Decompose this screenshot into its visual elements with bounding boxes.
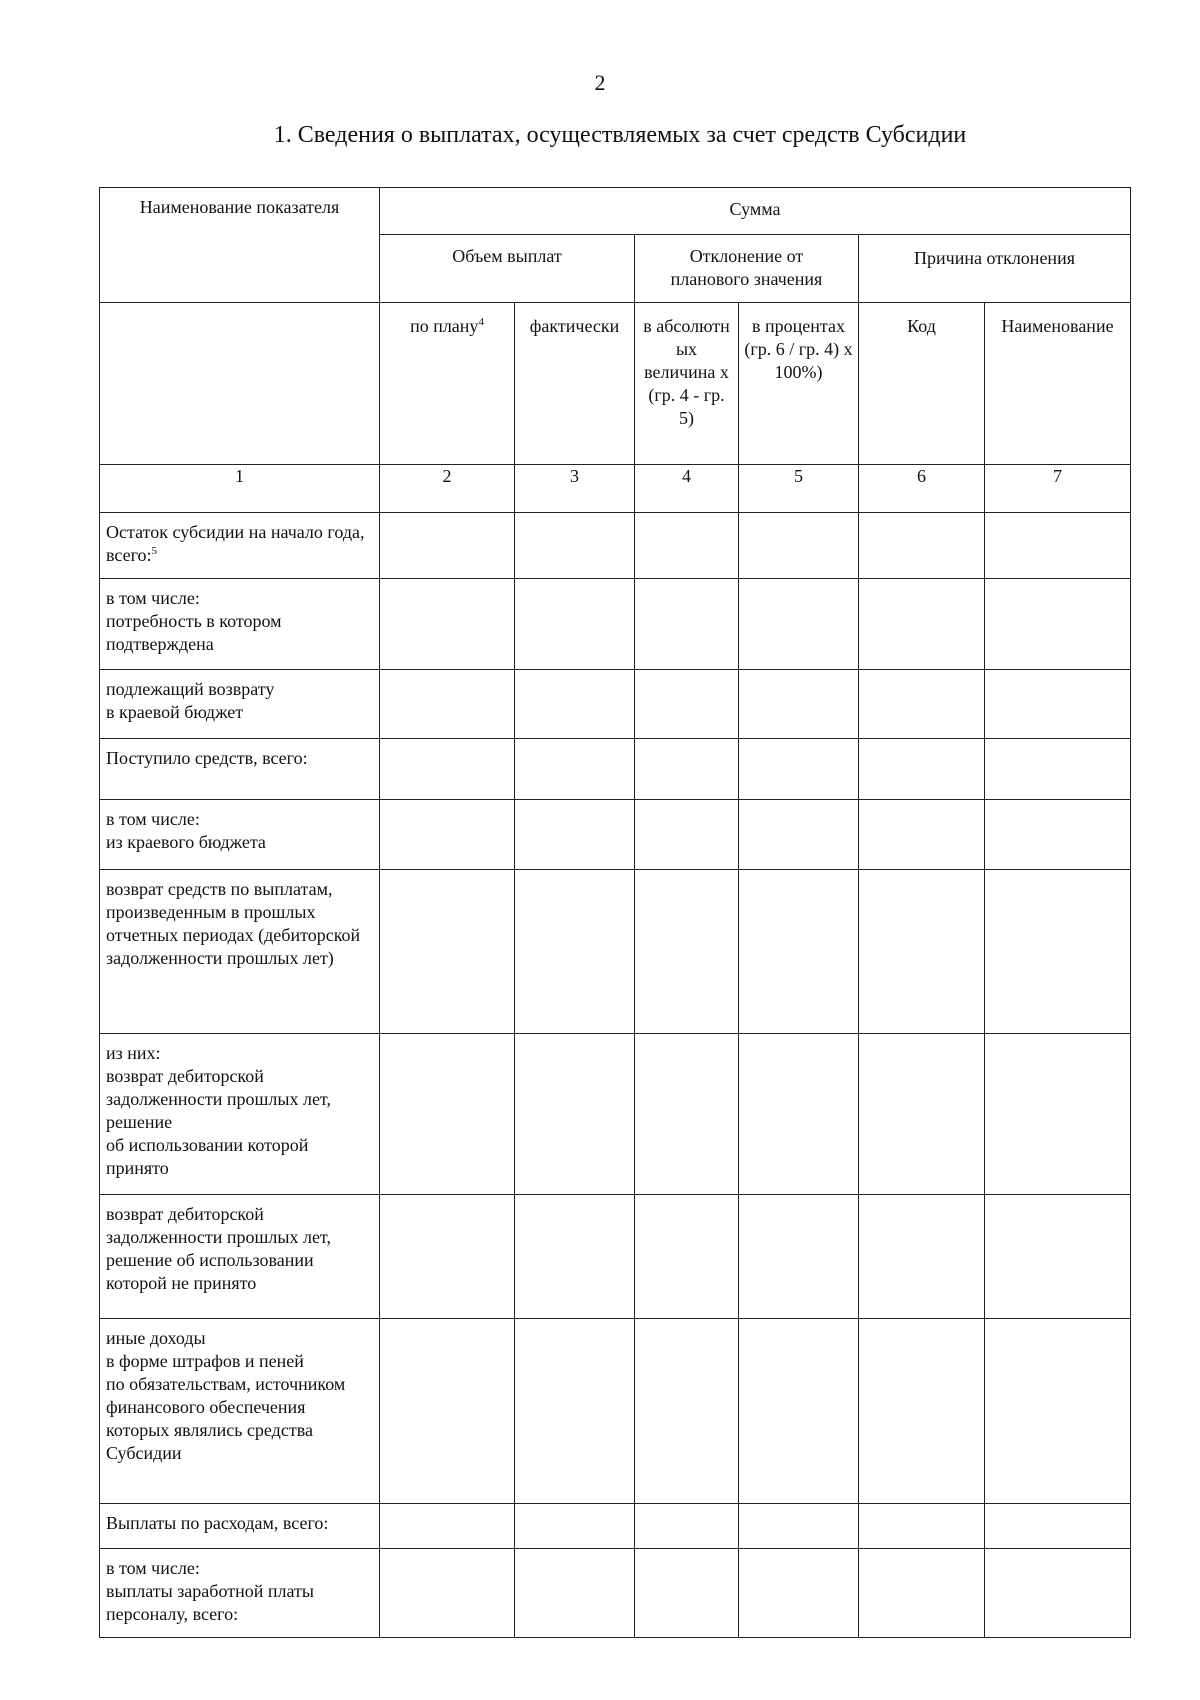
table-row — [100, 870, 1131, 1034]
empty-cell — [859, 1319, 985, 1504]
table-row — [100, 1319, 1131, 1504]
empty-cell — [985, 1195, 1131, 1319]
empty-cell — [515, 739, 635, 800]
empty-cell — [739, 579, 859, 670]
empty-cell — [635, 670, 739, 739]
table-row — [100, 1195, 1131, 1319]
empty-cell — [515, 870, 635, 1034]
header-indicator: Наименование показателя — [100, 188, 380, 303]
empty-cell — [380, 870, 515, 1034]
empty-cell — [635, 1549, 739, 1638]
header-code: Код — [859, 303, 985, 465]
empty-cell — [380, 579, 515, 670]
header-percent: в процентах (гр. 6 / гр. 4) x 100%) — [739, 303, 859, 465]
header-volume: Объем выплат — [380, 235, 635, 303]
empty-cell — [859, 1034, 985, 1195]
empty-cell — [985, 1319, 1131, 1504]
empty-cell — [380, 1195, 515, 1319]
column-number-row — [100, 465, 1131, 513]
empty-cell — [380, 1319, 515, 1504]
empty-cell — [985, 670, 1131, 739]
column-number: 1 — [100, 465, 380, 513]
header-actual: фактически — [515, 303, 635, 465]
empty-cell — [635, 870, 739, 1034]
empty-cell — [859, 670, 985, 739]
empty-cell — [985, 870, 1131, 1034]
header-plan — [380, 303, 515, 465]
empty-cell — [635, 1504, 739, 1549]
empty-cell — [380, 1034, 515, 1195]
empty-cell — [635, 579, 739, 670]
empty-cell — [380, 1504, 515, 1549]
empty-cell — [380, 739, 515, 800]
column-number: 4 — [635, 465, 739, 513]
empty-cell — [859, 1504, 985, 1549]
empty-cell — [515, 1319, 635, 1504]
empty-cell — [859, 870, 985, 1034]
empty-cell — [739, 1034, 859, 1195]
empty-cell — [635, 1319, 739, 1504]
empty-cell — [515, 513, 635, 579]
row-label: подлежащий возврату в краевой бюджет — [100, 670, 380, 739]
row-label: в том числе: из краевого бюджета — [100, 800, 380, 870]
empty-cell — [739, 513, 859, 579]
empty-cell — [635, 513, 739, 579]
empty-cell — [635, 800, 739, 870]
empty-cell — [739, 1195, 859, 1319]
row-label: возврат средств по выплатам, произведенным в прошлых отчетных периодах (дебиторской задолженности прошлых лет) — [100, 870, 380, 1034]
row-label: Поступило средств, всего: — [100, 739, 380, 800]
empty-cell — [739, 1504, 859, 1549]
table-row — [100, 579, 1131, 670]
header-plan-label: по плану — [410, 316, 479, 336]
empty-cell — [739, 739, 859, 800]
empty-cell — [739, 1549, 859, 1638]
empty-cell — [515, 800, 635, 870]
table-row — [100, 1034, 1131, 1195]
table-row — [100, 1549, 1131, 1638]
page-number: 2 — [594, 70, 606, 95]
column-number: 2 — [380, 465, 515, 513]
empty-cell — [515, 579, 635, 670]
empty-cell — [380, 1549, 515, 1638]
empty-cell — [985, 739, 1131, 800]
column-number: 7 — [985, 465, 1131, 513]
empty-cell — [515, 1195, 635, 1319]
header-sum: Сумма — [380, 188, 1131, 235]
empty-cell — [380, 513, 515, 579]
empty-cell — [380, 670, 515, 739]
empty-cell — [739, 670, 859, 739]
empty-cell — [985, 1034, 1131, 1195]
table-row — [100, 670, 1131, 739]
empty-cell — [985, 579, 1131, 670]
table-row — [100, 1504, 1131, 1549]
empty-cell — [635, 1034, 739, 1195]
row-label: иные доходы в форме штрафов и пеней по обязательствам, источником финансового обеспечения которых являлись средства Субсидии — [100, 1319, 380, 1504]
empty-cell — [515, 1034, 635, 1195]
column-number: 5 — [739, 465, 859, 513]
empty-cell — [859, 513, 985, 579]
empty-cell — [739, 800, 859, 870]
column-number: 6 — [859, 465, 985, 513]
header-reason: Причина отклонения — [859, 235, 1131, 303]
empty-cell — [635, 739, 739, 800]
table-row — [100, 739, 1131, 800]
empty-cell — [380, 800, 515, 870]
header-absolute: в абсолютн ых величина х (гр. 4 - гр. 5) — [635, 303, 739, 465]
row-label — [100, 513, 380, 579]
empty-cell — [739, 870, 859, 1034]
subsidy-payments-table — [99, 187, 1131, 1638]
footnote-5: 5 — [151, 545, 158, 557]
row-label: Выплаты по расходам, всего: — [100, 1504, 380, 1549]
footnote-4: 4 — [478, 316, 484, 328]
empty-cell — [859, 579, 985, 670]
row-label: возврат дебиторской задолженности прошлых лет, решение об использовании которой не принято — [100, 1195, 380, 1319]
empty-cell — [985, 800, 1131, 870]
header-name: Наименование — [985, 303, 1131, 465]
empty-cell — [739, 1319, 859, 1504]
header-deviation: Отклонение от планового значения — [635, 235, 859, 303]
empty-cell — [515, 1549, 635, 1638]
row-label-text: Остаток субсидии на начало года, всего: — [106, 522, 365, 565]
empty-cell — [635, 1195, 739, 1319]
table-row — [100, 800, 1131, 870]
section-title: 1. Сведения о выплатах, осуществляемых за счет средств Субсидии — [273, 122, 967, 148]
column-number: 3 — [515, 465, 635, 513]
empty-cell — [859, 1549, 985, 1638]
row-label: в том числе: потребность в котором подтверждена — [100, 579, 380, 670]
empty-cell — [985, 1549, 1131, 1638]
empty-cell — [515, 1504, 635, 1549]
empty-cell — [859, 739, 985, 800]
row-label: в том числе: выплаты заработной платы персоналу, всего: — [100, 1549, 380, 1638]
row-label: из них: возврат дебиторской задолженности прошлых лет, решение об использовании которой принято — [100, 1034, 380, 1195]
empty-cell — [859, 1195, 985, 1319]
header-blank — [100, 303, 380, 465]
empty-cell — [985, 1504, 1131, 1549]
empty-cell — [985, 513, 1131, 579]
table-row — [100, 513, 1131, 579]
empty-cell — [859, 800, 985, 870]
empty-cell — [515, 670, 635, 739]
